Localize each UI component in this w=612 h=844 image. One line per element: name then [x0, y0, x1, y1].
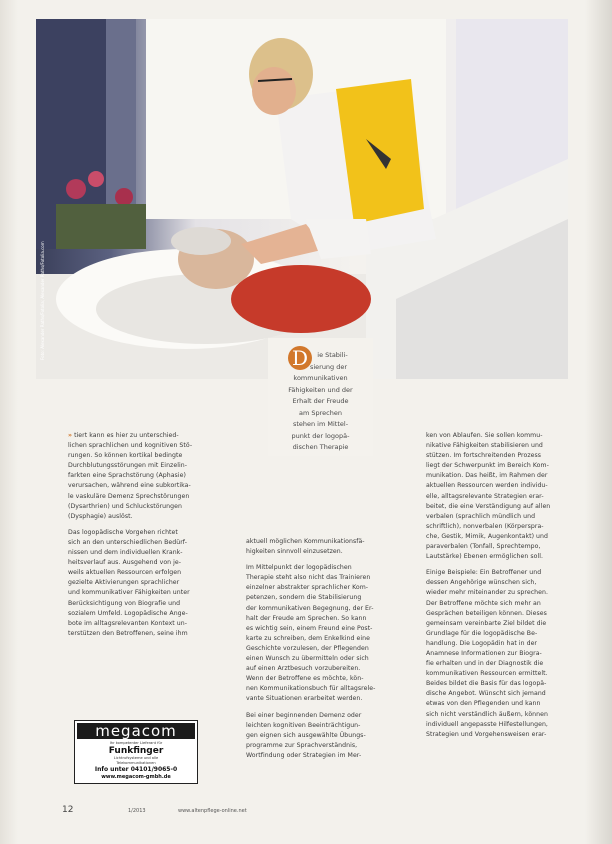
- pull-quote-line: stehen im Mittel-: [292, 420, 349, 428]
- text-line: Einige Beispiele: Ein Betroffener und: [426, 569, 542, 577]
- text-line: Im Mittelpunkt der logopädischen: [246, 564, 352, 572]
- continuation-arrow: »: [68, 432, 73, 439]
- text-line: sich an den unterschiedlichen Bedürf-: [68, 538, 187, 546]
- photo-credit: Foto: Alexander Raths/Fotolia; Alexander Raths/Fotolia.com: [40, 241, 45, 360]
- pull-quote-dropcap: D: [288, 346, 312, 370]
- text-line: programme zur Sprachverständnis,: [246, 741, 358, 749]
- text-line: schriftlich), nonverbalen (Körperspra-: [426, 522, 544, 530]
- text-line: handlung. Die Logopädin hat in der: [426, 639, 538, 647]
- text-line: halt der Freude am Sprechen. So kann: [246, 614, 367, 622]
- ad-phone: Info unter 04101/9065-0: [94, 766, 178, 773]
- text-line: Lautstärke) Ebenen ermöglichen soll.: [426, 553, 544, 561]
- text-line: bote im alltagsrelevanten Kontext un-: [68, 619, 188, 627]
- article-photo: [36, 19, 568, 379]
- text-line: auf einen Arztbesuch vorzubereiten.: [246, 665, 361, 673]
- text-line: (Dysphagie) auslöst.: [68, 512, 133, 520]
- text-line: Anamnese Informationen zur Biogra-: [426, 649, 542, 657]
- text-line: kommunikativen Ressourcen ermittelt.: [426, 670, 548, 678]
- page-number: 12: [62, 805, 74, 815]
- pull-quote-line: ie Stabili-: [317, 351, 348, 359]
- text-line: » tiert kann es hier zu unterschied-: [68, 432, 179, 439]
- text-line: elle, alltagsrelevante Strategien erar-: [426, 492, 544, 500]
- text-line: Beides bildet die Basis für das logopä-: [426, 680, 547, 688]
- text-line: Gesprächen beteiligen können. Dieses: [426, 609, 547, 617]
- text-line: ken von Ablaufen. Sie sollen kommu-: [426, 432, 543, 439]
- text-line: aktuell möglichen Kommunikationsfä-: [246, 538, 365, 545]
- text-line: nen Kommunikationsbuch für alltagsrele-: [246, 685, 376, 693]
- ad-subline: Telekommunikationen: [116, 761, 156, 765]
- text-line: fie erhalten und in der Diagnostik die: [426, 660, 544, 668]
- text-line: einzelner abstrakter sprachlicher Kom-: [246, 584, 369, 592]
- text-line: Wortfindung oder Strategien im Mer-: [246, 751, 362, 759]
- text-line: heitsverlauf aus. Ausgehend von je-: [68, 559, 182, 567]
- pull-quote-line: am Sprechen: [299, 408, 342, 417]
- text-line: petenzen, sondern die Stabilisierung: [246, 594, 362, 602]
- text-line: Wenn der Betroffene es möchte, kön-: [246, 675, 364, 683]
- paragraph: [426, 431, 572, 562]
- text-line: dische Angebot. Wünscht sich jemand: [426, 690, 546, 698]
- text-line: Berücksichtigung von Biografie und: [68, 599, 181, 607]
- text-line: individuell angepasste Hilfestellungen,: [426, 720, 548, 728]
- text-line: (Dysarthrien) und Schluckstörungen: [68, 502, 182, 510]
- text-line: beitet, die eine Verständigung auf allen: [426, 502, 551, 510]
- text-line: nissen und dem individuellen Krank-: [68, 549, 183, 557]
- pull-quote: [268, 338, 373, 456]
- text-line: etwas von den Pflegenden und kann: [426, 700, 541, 708]
- text-line: le vaskuläre Demenz Sprechstörungen: [68, 492, 190, 500]
- text-line: verursachen, während eine subkortika-: [68, 482, 191, 490]
- text-line: leichten kognitiven Beeinträchtigun-: [246, 721, 361, 729]
- pull-quote-line: punkt der logopä-: [291, 431, 350, 440]
- text-line: che, Gestik, Mimik, Augenkontakt) und: [426, 532, 548, 540]
- pull-quote-line: Erhalt der Freude: [292, 397, 349, 405]
- ad-website-link[interactable]: www.megacom-gmbh.de: [101, 774, 171, 780]
- article-column-1: [68, 431, 218, 645]
- ad-subline: Lichtrufsysteme und alle: [113, 756, 159, 760]
- text-line: gen eignen sich ausgewählte Übungs-: [246, 731, 366, 739]
- text-line: verbalen (sprachlich mündlich und: [426, 512, 536, 520]
- text-line: nikative Fähigkeiten stabilisieren und: [426, 442, 543, 450]
- text-line: gezielte Aktivierungen sprachlicher: [68, 579, 180, 587]
- megacom-logo: megacom: [77, 723, 195, 739]
- text-line: liegt der Schwerpunkt im Bereich Kom-: [426, 462, 549, 470]
- megacom-advertisement[interactable]: [74, 720, 198, 784]
- text-line: higkeiten sinnvoll einzusetzen.: [246, 548, 343, 556]
- footer-website-link[interactable]: www.altenpflege-online.net: [178, 808, 247, 814]
- text-line: vante Situationen erarbeitet werden.: [246, 695, 363, 703]
- text-line: Strategien und Vorgehensweisen erar-: [426, 730, 547, 738]
- text-line: gemeinsam vereinbarte Ziel bildet die: [426, 619, 547, 627]
- issue-number: 1/2013: [128, 808, 146, 814]
- text-line: und kommunikativer Fähigkeiten unter: [68, 589, 190, 597]
- paragraph: [68, 528, 218, 639]
- text-line: paraverbalen (Tonfall, Sprechtempo,: [426, 543, 541, 551]
- text-line: aktuellen Ressourcen werden individu-: [426, 482, 548, 490]
- photo-illustration: [36, 19, 568, 379]
- pull-quote-line: Fähigkeiten und der: [288, 385, 353, 394]
- paragraph: [68, 431, 218, 522]
- paragraph: [426, 568, 572, 740]
- paragraph: [246, 563, 402, 704]
- text-line: wieder mehr miteinander zu sprechen.: [426, 589, 548, 597]
- text-line: der kommunikativen Begegnung, der Er-: [246, 604, 374, 612]
- text-line: karte zu schreiben, dem Enkelkind eine: [246, 634, 370, 642]
- text-line: dessen Angehörige wünschen sich,: [426, 579, 537, 587]
- text-line: Das logopädische Vorgehen richtet: [68, 528, 178, 536]
- text-line: Geschichte vorzulesen, der Pflegenden: [246, 644, 369, 652]
- text-line: Der Betroffene möchte sich mehr an: [426, 599, 541, 607]
- text-line: weils aktuellen Ressourcen erfolgen: [68, 569, 182, 577]
- ad-tagline: Ihr kompetenter Lieferant für: [109, 741, 163, 745]
- text-line: terstützen den Betroffenen, seine ihm: [68, 629, 188, 637]
- text-line: munikation. Das heißt, im Rahmen der: [426, 472, 548, 480]
- text-line: farkten eine Sprachstörung (Aphasie): [68, 472, 186, 480]
- text-line: Therapie steht also nicht das Trainieren: [246, 574, 371, 582]
- text-line: stützen. Im fortschreitenden Prozess: [426, 452, 542, 460]
- text-line: Grundlage für die logopädische Be-: [426, 629, 538, 637]
- article-column-2: [246, 537, 402, 767]
- text-line: lichen sprachlichen und kognitiven Stö-: [68, 442, 193, 450]
- text-line: sozialem Umfeld. Logopädische Ange-: [68, 609, 188, 617]
- paragraph: [246, 537, 402, 557]
- text-line: sich nicht verständlich äußern, können: [426, 710, 548, 718]
- text-line: Bei einer beginnenden Demenz oder: [246, 711, 362, 719]
- text-line: einen Wunsch zu übermitteln oder sich: [246, 655, 369, 663]
- pull-quote-line: sierung der: [309, 362, 348, 371]
- paragraph: [246, 711, 402, 761]
- text-line: Durchblutungsstörungen mit Einzelin-: [68, 462, 187, 470]
- pull-quote-line: kommunikativen: [293, 374, 348, 382]
- ad-brand: Funkfinger: [108, 746, 164, 756]
- text-line: rungen. So können kortikal bedingte: [68, 452, 183, 460]
- pull-quote-line: dischen Therapie: [292, 443, 349, 451]
- article-column-3: [426, 431, 572, 746]
- text-line: es wichtig sein, einem Freund eine Post-: [246, 624, 373, 632]
